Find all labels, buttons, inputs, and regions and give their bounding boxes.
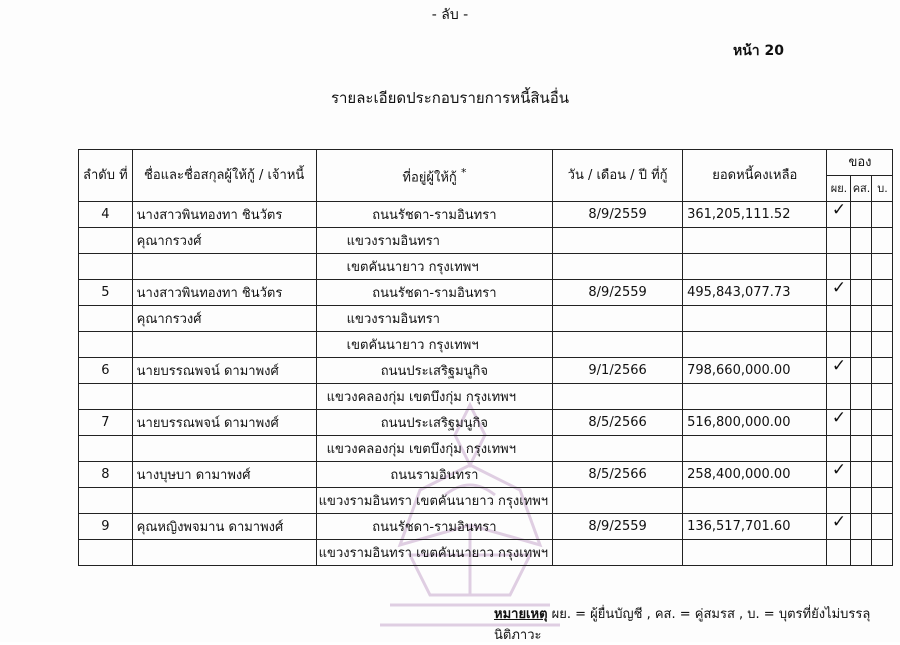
page-number: หน้า 20 — [732, 43, 784, 59]
row-date: 8/5/2566 — [553, 462, 683, 488]
table-row — [79, 280, 893, 306]
row-name: นายบรรณพจน์ ดามาพงศ์ — [132, 410, 316, 436]
owner-spouse-cell — [851, 202, 872, 228]
row-address: ถนนประเสริฐมนูกิจ — [316, 358, 552, 384]
header-owner-declarant: ผย. — [827, 176, 851, 202]
footnote-label: หมายเหตุ — [494, 607, 548, 622]
header-balance: ยอดหนี้คงเหลือ — [683, 150, 827, 202]
table-row — [79, 332, 893, 358]
secret-classification: - ลับ - — [431, 7, 469, 23]
table-row — [79, 254, 893, 280]
check-icon: ✓ — [827, 280, 851, 306]
row-address: แขวงคลองกุ่ม เขตบึงกุ่ม กรุงเทพฯ — [316, 384, 552, 410]
footnote — [494, 603, 900, 645]
header-name: ชื่อและชื่อสกุลผู้ให้กู้ / เจ้าหนี้ — [132, 150, 316, 202]
owner-child-cell — [872, 462, 893, 488]
row-name: นางสาวพินทองทา ชินวัตร — [132, 280, 316, 306]
header-address: ที่อยู่ผู้ให้กู้ * — [316, 150, 552, 202]
row-address: แขวงรามอินทรา เขตคันนายาว กรุงเทพฯ — [316, 488, 552, 514]
page-title: รายละเอียดประกอบรายการหนี้สินอื่น — [330, 89, 570, 107]
row-address: ถนนรัชดา-รามอินทรา — [316, 280, 552, 306]
table-row — [79, 202, 893, 228]
row-balance: 258,400,000.00 — [683, 462, 827, 488]
row-address: เขตคันนายาว กรุงเทพฯ — [316, 332, 552, 358]
row-address: แขวงรามอินทรา — [316, 306, 552, 332]
row-seq: 5 — [79, 280, 133, 306]
row-balance: 798,660,000.00 — [683, 358, 827, 384]
row-balance: 136,517,701.60 — [683, 514, 827, 540]
row-seq: 9 — [79, 514, 133, 540]
row-address: แขวงรามอินทรา — [316, 228, 552, 254]
row-name: คุณากรวงศ์ — [132, 228, 316, 254]
row-address: แขวงคลองกุ่ม เขตบึงกุ่ม กรุงเทพฯ — [316, 436, 552, 462]
row-seq: 7 — [79, 410, 133, 436]
row-name — [132, 540, 316, 566]
footnote-text: ผย. = ผู้ยื่นบัญชี , คส. = คู่สมรส , บ. = บุตรที่ยังไม่บรรลุนิติภาวะ — [494, 607, 871, 643]
table-row — [79, 384, 893, 410]
row-date: 9/1/2566 — [553, 358, 683, 384]
table-row — [79, 462, 893, 488]
check-icon: ✓ — [827, 514, 851, 540]
row-name: นายบรรณพจน์ ดามาพงศ์ — [132, 358, 316, 384]
check-icon: ✓ — [827, 410, 851, 436]
owner-spouse-cell — [851, 280, 872, 306]
owner-spouse-cell — [851, 514, 872, 540]
row-name — [132, 332, 316, 358]
debt-table — [78, 149, 893, 566]
owner-spouse-cell — [851, 410, 872, 436]
table-row — [79, 436, 893, 462]
table-row — [79, 540, 893, 566]
row-address: ถนนประเสริฐมนูกิจ — [316, 410, 552, 436]
row-date: 8/9/2559 — [553, 202, 683, 228]
check-icon: ✓ — [827, 462, 851, 488]
header-date: วัน / เดือน / ปี ที่กู้ — [553, 150, 683, 202]
check-icon: ✓ — [827, 358, 851, 384]
row-address: ถนนรัชดา-รามอินทรา — [316, 202, 552, 228]
owner-child-cell — [872, 358, 893, 384]
owner-spouse-cell — [851, 358, 872, 384]
row-date: 8/9/2559 — [553, 280, 683, 306]
row-balance: 495,843,077.73 — [683, 280, 827, 306]
owner-spouse-cell — [851, 462, 872, 488]
row-address: ถนนรามอินทรา — [316, 462, 552, 488]
row-name: คุณากรวงศ์ — [132, 306, 316, 332]
row-name — [132, 488, 316, 514]
row-date: 8/9/2559 — [553, 514, 683, 540]
row-name: นางสาวพินทองทา ชินวัตร — [132, 202, 316, 228]
row-address: เขตคันนายาว กรุงเทพฯ — [316, 254, 552, 280]
row-seq: 6 — [79, 358, 133, 384]
table-row — [79, 358, 893, 384]
header-owner-group: ของ — [827, 150, 893, 176]
address-asterisk: * — [460, 165, 467, 179]
owner-child-cell — [872, 202, 893, 228]
owner-child-cell — [872, 280, 893, 306]
row-address: แขวงรามอินทรา เขตคันนายาว กรุงเทพฯ — [316, 540, 552, 566]
table-row — [79, 514, 893, 540]
table-row — [79, 306, 893, 332]
row-balance: 361,205,111.52 — [683, 202, 827, 228]
row-balance: 516,800,000.00 — [683, 410, 827, 436]
row-seq: 8 — [79, 462, 133, 488]
header-owner-child: บ. — [872, 176, 893, 202]
row-date: 8/5/2566 — [553, 410, 683, 436]
row-name: นางบุษบา ดามาพงศ์ — [132, 462, 316, 488]
header-seq: ลำดับ ที่ — [79, 150, 133, 202]
row-name — [132, 384, 316, 410]
row-name — [132, 254, 316, 280]
check-icon: ✓ — [827, 202, 851, 228]
owner-child-cell — [872, 514, 893, 540]
row-address: ถนนรัชดา-รามอินทรา — [316, 514, 552, 540]
row-name — [132, 436, 316, 462]
row-name: คุณหญิงพจมาน ดามาพงศ์ — [132, 514, 316, 540]
header-owner-spouse: คส. — [851, 176, 872, 202]
row-seq: 4 — [79, 202, 133, 228]
owner-child-cell — [872, 410, 893, 436]
table-row — [79, 410, 893, 436]
table-row — [79, 228, 893, 254]
table-row — [79, 488, 893, 514]
